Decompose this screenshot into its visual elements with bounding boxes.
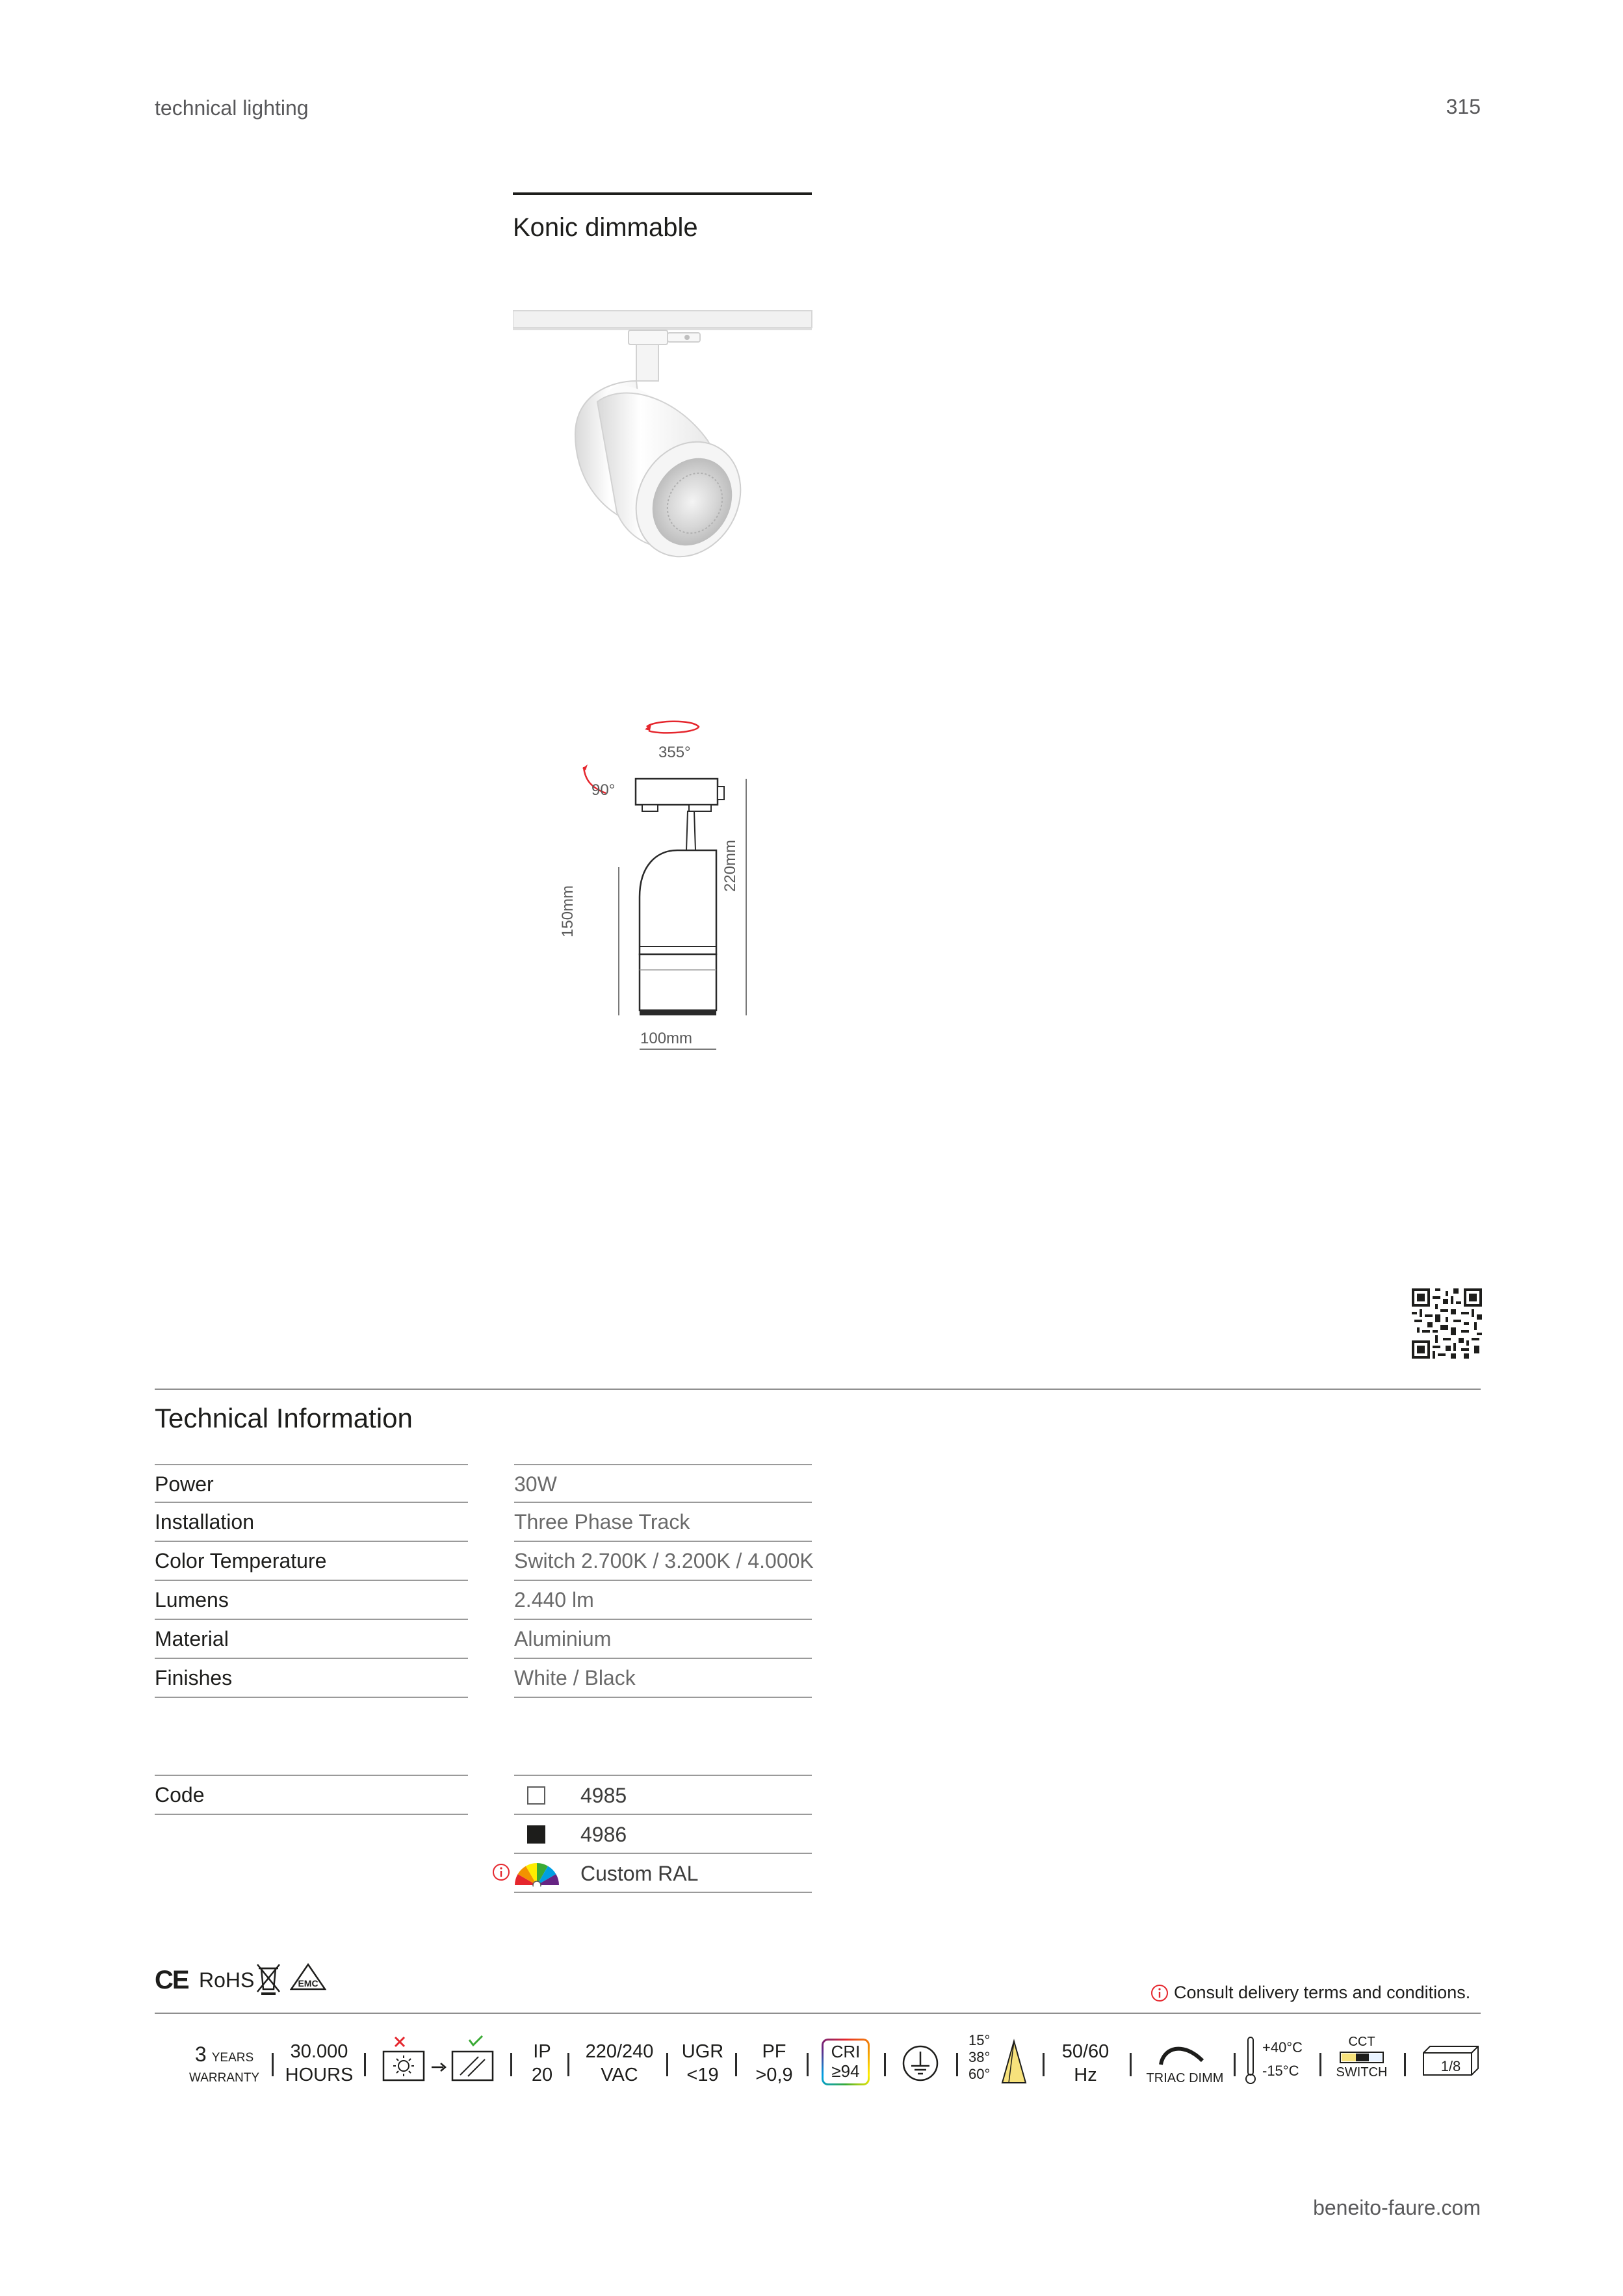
spec-value: 2.440 lm	[514, 1580, 812, 1617]
cri-value: ≥94	[831, 2061, 860, 2081]
table-divider	[514, 1697, 812, 1698]
rohs-mark: RoHS	[199, 1968, 255, 1992]
spec-value: Three Phase Track	[514, 1502, 812, 1539]
pf-value: >0,9	[755, 2065, 793, 2085]
code-value: Custom RAL	[580, 1862, 699, 1885]
dimming-curve-icon	[1157, 2041, 1206, 2067]
frequency-feature	[1053, 2040, 1118, 2092]
beam-icon	[1000, 2039, 1028, 2085]
title-rule	[513, 192, 812, 195]
spec-label: Lumens	[155, 1580, 468, 1617]
beam-angle: 38°	[968, 2049, 991, 2065]
spec-value: 30W	[514, 1464, 812, 1502]
feature-separator	[1404, 2053, 1406, 2076]
ce-mark: CE	[155, 1966, 188, 1994]
temp-max: +40°C	[1262, 2039, 1303, 2055]
frequency-label: Hz	[1074, 2065, 1097, 2085]
ip-label: IP	[533, 2041, 551, 2062]
code-value: 4985	[580, 1784, 627, 1807]
section-header: technical lighting	[155, 96, 309, 120]
warranty-label: WARRANTY	[188, 2071, 260, 2085]
tilt-label: 90°	[591, 781, 616, 799]
code-value: 4986	[580, 1823, 627, 1846]
rotation-label: 355°	[658, 744, 691, 761]
code-row-black[interactable]	[514, 1814, 812, 1853]
feature-separator	[567, 2053, 569, 2076]
feature-separator	[1234, 2053, 1236, 2076]
ugr-feature	[675, 2040, 731, 2092]
ugr-label: UGR	[681, 2041, 724, 2062]
spec-value: Switch 2.700K / 3.200K / 4.000K	[514, 1541, 812, 1578]
cct-feature	[1332, 2035, 1391, 2080]
product-title: Konic dimmable	[513, 213, 698, 242]
website-link[interactable]: beneito-faure.com	[1313, 2196, 1481, 2219]
cri-label: CRI	[831, 2042, 861, 2061]
spec-label: Material	[155, 1619, 468, 1656]
cct-label: CCT	[1348, 2035, 1375, 2049]
beam-angle: 15°	[968, 2032, 991, 2048]
feature-separator	[666, 2053, 668, 2076]
spec-label: Color Temperature	[155, 1541, 468, 1578]
warranty-years: 3	[194, 2042, 207, 2066]
frequency-value: 50/60	[1061, 2041, 1110, 2062]
feature-separator	[1130, 2053, 1132, 2076]
feature-separator	[272, 2053, 274, 2076]
certification-rule	[155, 2013, 1481, 2014]
ip-value: 20	[531, 2065, 553, 2085]
technical-title: Technical Information	[155, 1403, 413, 1433]
earth-ground-icon	[901, 2044, 940, 2083]
cct-switch-icon	[1339, 2051, 1384, 2064]
color-fan-icon	[514, 1860, 560, 1886]
beam-angle: 60°	[968, 2066, 991, 2082]
feature-separator	[807, 2053, 809, 2076]
feature-separator	[510, 2053, 512, 2076]
cri-badge	[822, 2039, 870, 2085]
table-divider	[514, 1892, 812, 1893]
voltage-label: VAC	[601, 2065, 638, 2085]
weee-bin-icon	[255, 1962, 282, 1996]
packaging-units: 1/8	[1440, 2058, 1461, 2074]
emc-text: EMC	[298, 1978, 318, 1989]
feature-separator	[1319, 2053, 1321, 2076]
code-label: Code	[155, 1775, 468, 1812]
thermometer-icon	[1243, 2036, 1258, 2085]
feature-separator	[735, 2053, 737, 2076]
pf-label: PF	[762, 2041, 786, 2062]
spec-value: Aluminium	[514, 1619, 812, 1656]
hours-label: HOURS	[285, 2065, 354, 2085]
product-image	[513, 304, 813, 590]
feature-separator	[364, 2053, 366, 2076]
height-body-label: 150mm	[559, 885, 577, 937]
led-replacement-icon	[381, 2035, 498, 2087]
table-divider	[155, 1814, 468, 1815]
feature-separator	[1043, 2053, 1045, 2076]
spec-label: Installation	[155, 1502, 468, 1539]
delivery-note: Consult delivery terms and conditions.	[1174, 1983, 1471, 2002]
table-divider	[155, 1697, 468, 1698]
spec-label: Power	[155, 1464, 468, 1502]
emc-mark-icon	[290, 1963, 326, 1992]
warranty-unit: YEARS	[211, 2051, 254, 2065]
voltage-feature	[577, 2040, 662, 2092]
warranty-feature	[188, 2040, 260, 2092]
page-number: 315	[1446, 95, 1481, 118]
pf-feature	[745, 2040, 803, 2092]
qr-code[interactable]	[1412, 1288, 1482, 1359]
dimension-drawing	[565, 715, 780, 1066]
info-icon[interactable]	[1150, 1984, 1169, 2002]
temp-min: -15°C	[1262, 2063, 1299, 2079]
code-row-custom[interactable]	[514, 1853, 812, 1892]
hours-value: 30.000	[290, 2041, 348, 2062]
ugr-value: <19	[686, 2065, 719, 2085]
black-swatch	[527, 1825, 545, 1844]
hours-feature	[283, 2040, 355, 2092]
info-icon[interactable]	[492, 1863, 510, 1881]
code-row-white[interactable]	[514, 1775, 812, 1814]
feature-separator	[956, 2053, 958, 2076]
white-swatch	[527, 1786, 545, 1805]
temperature-range	[1262, 2036, 1303, 2083]
beam-angles	[968, 2032, 990, 2083]
spec-value: White / Black	[514, 1658, 812, 1695]
spec-label: Finishes	[155, 1658, 468, 1695]
cct-switch-label: SWITCH	[1336, 2065, 1388, 2080]
height-total-label: 220mm	[721, 839, 739, 892]
feature-separator	[884, 2053, 886, 2076]
dimming-label: TRIAC DIMM	[1146, 2071, 1224, 2085]
voltage-value: 220/240	[585, 2041, 654, 2062]
width-label: 100mm	[640, 1030, 693, 1047]
ip-feature	[520, 2040, 564, 2092]
section-rule	[155, 1389, 1481, 1390]
